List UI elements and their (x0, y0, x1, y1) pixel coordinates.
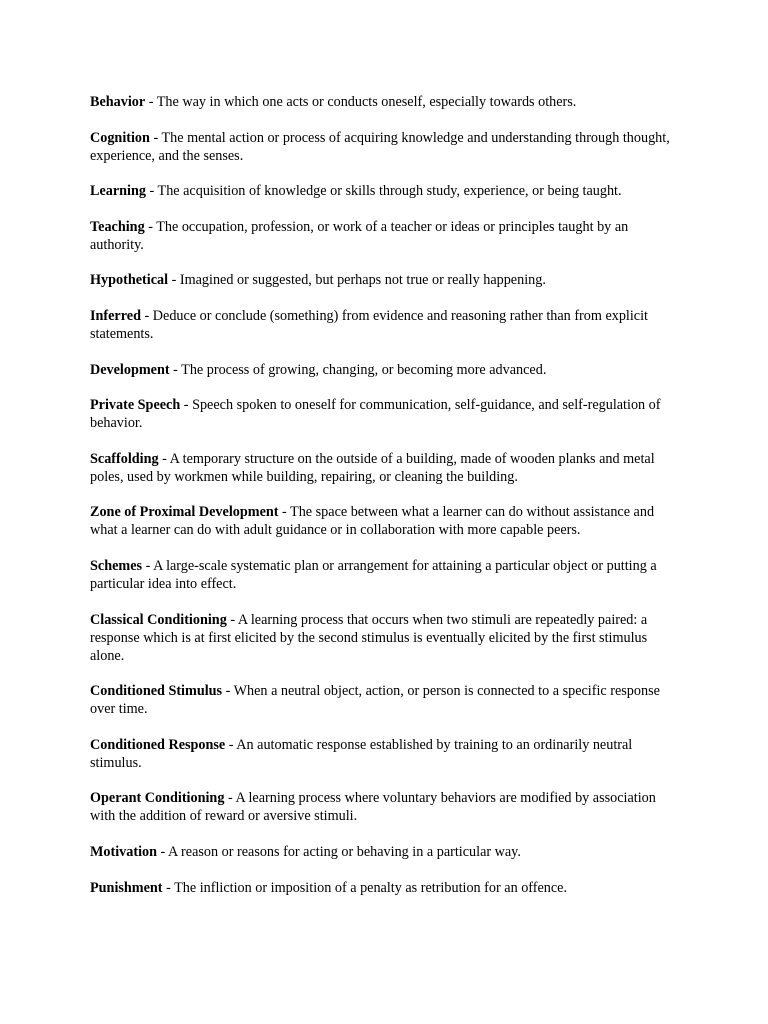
glossary-definition: A temporary structure on the outside of a building, made of wooden planks and metal poles, used by workmen while building, repairing, or cleaning the building. (90, 450, 655, 485)
term-separator: - (145, 94, 157, 110)
term-separator: - (222, 683, 234, 700)
glossary-definition: The mental action or process of acquiring knowledge and understanding through thought, experience, and the senses. (90, 129, 670, 164)
glossary-entry (90, 182, 680, 200)
glossary-definition: A reason or reasons for acting or behaving in a particular way. (168, 843, 521, 860)
glossary-definition: A learning process that occurs when two stimuli are repeatedly paired: a response which is at first elicited by the second stimulus is eventually elicited by the first stimulus alone. (90, 611, 648, 664)
glossary-definition: The way in which one acts or conducts oneself, especially towards others. (156, 94, 577, 110)
glossary-term: Cognition (90, 129, 150, 146)
term-separator: - (142, 557, 154, 574)
glossary-definition: Deduce or conclude (something) from evidence and reasoning rather than from explicit statements. (90, 307, 648, 342)
glossary-entry (90, 611, 680, 665)
glossary-definition: The space between what a learner can do without assistance and what a learner can do with adult guidance or in collaboration with more capable peers. (90, 504, 655, 539)
term-separator: - (225, 736, 237, 753)
glossary-document (90, 93, 680, 914)
term-separator: - (140, 307, 153, 324)
glossary-entry (90, 93, 680, 111)
glossary-term: Scaffolding (90, 450, 159, 467)
glossary-entry (90, 879, 680, 897)
glossary-term: Conditioned Stimulus (90, 683, 223, 700)
glossary-entry (90, 789, 680, 825)
glossary-entry (90, 736, 680, 772)
glossary-term: Operant Conditioning (90, 790, 225, 807)
glossary-definition: When a neutral object, action, or person is connected to a specific response over time. (90, 683, 660, 718)
glossary-entry (90, 450, 680, 486)
glossary-entry (90, 271, 680, 289)
glossary-term: Inferred (90, 307, 141, 324)
term-separator: - (145, 183, 158, 200)
glossary-entry (90, 129, 680, 165)
glossary-term: Private Speech (90, 397, 181, 414)
glossary-term: Development (90, 361, 170, 378)
glossary-term: Behavior (90, 94, 146, 110)
term-separator: - (157, 843, 169, 860)
glossary-definition: A large-scale systematic plan or arrangement for attaining a particular object or putting a particular idea into effect. (90, 557, 657, 592)
glossary-definition: Speech spoken to oneself for communication, self-guidance, and self-regulation of behavior. (90, 397, 661, 432)
term-separator: - (180, 397, 193, 414)
term-separator: - (226, 611, 238, 628)
glossary-entry (90, 361, 680, 379)
glossary-definition: The acquisition of knowledge or skills through study, experience, or being taught. (157, 183, 622, 200)
term-separator: - (144, 218, 157, 235)
glossary-definition: The process of growing, changing, or becoming more advanced. (181, 361, 547, 378)
glossary-term: Motivation (90, 843, 157, 860)
term-separator: - (168, 272, 180, 289)
glossary-term: Hypothetical (90, 272, 169, 289)
glossary-term: Teaching (90, 218, 145, 235)
glossary-term: Punishment (90, 879, 163, 896)
glossary-term: Schemes (90, 557, 143, 574)
glossary-term: Conditioned Response (90, 736, 226, 753)
glossary-definition: Imagined or suggested, but perhaps not true or really happening. (179, 272, 546, 289)
glossary-term: Zone of Proximal Development (90, 504, 279, 521)
term-separator: - (278, 504, 291, 521)
term-separator: - (224, 790, 236, 807)
glossary-entry (90, 396, 680, 432)
glossary-entry (90, 307, 680, 343)
glossary-entry (90, 682, 680, 718)
glossary-term: Classical Conditioning (90, 611, 227, 628)
term-separator: - (149, 129, 162, 146)
glossary-definition: The infliction or imposition of a penalty as retribution for an offence. (174, 879, 568, 896)
glossary-entry (90, 218, 680, 254)
glossary-definition: The occupation, profession, or work of a teacher or ideas or principles taught by an authority. (90, 218, 629, 253)
term-separator: - (162, 879, 175, 896)
glossary-definition: A learning process where voluntary behaviors are modified by association with the addition of reward or aversive stimuli. (90, 790, 656, 825)
term-separator: - (169, 361, 182, 378)
glossary-entry (90, 503, 680, 539)
glossary-term: Learning (90, 183, 146, 200)
glossary-definition: An automatic response established by training to an ordinarily neutral stimulus. (90, 736, 633, 771)
glossary-entry (90, 557, 680, 593)
glossary-entry (90, 843, 680, 861)
term-separator: - (158, 450, 170, 467)
